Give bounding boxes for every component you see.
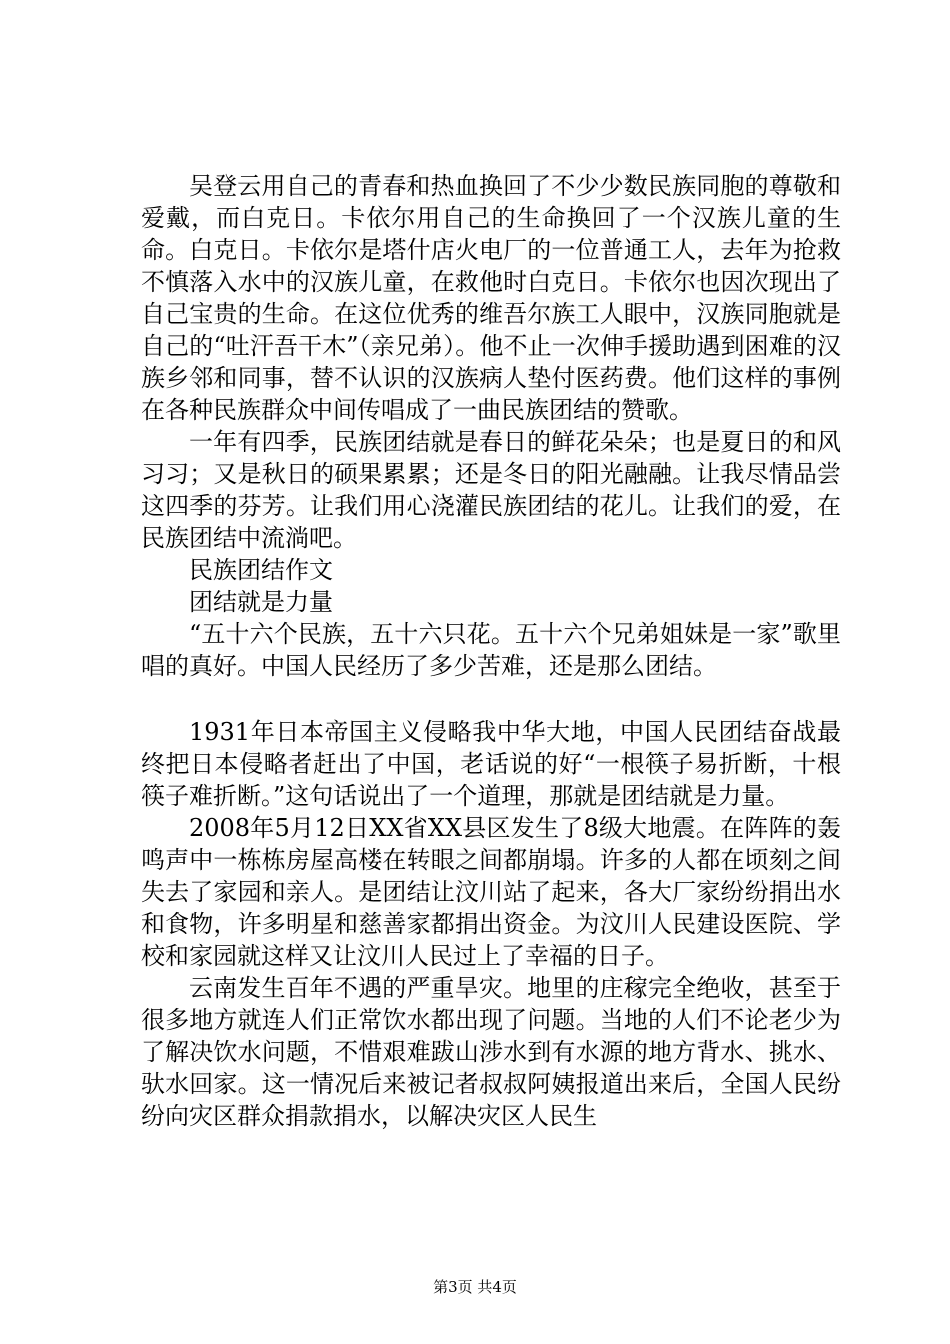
essay-title: 民族团结作文 — [189, 556, 333, 584]
document-body — [141, 170, 841, 1132]
paragraph-spacer — [141, 682, 841, 716]
essay-subtitle: 团结就是力量 — [189, 588, 333, 616]
paragraph-fifty-six-nations: “五十六个民族，五十六只花。五十六个兄弟姐妹是一家”歌里唱的真好。中国人民经历了多少苦难，还是那么团结。 — [141, 620, 841, 680]
paragraph-2008-earthquake: 2008年5月12日XX省XX县区发生了8级大地震。在阵阵的轰鸣声中一栋栋房屋高楼在转眼之间都崩塌。许多的人都在顷刻之间失去了家园和亲人。是团结让汶川站了起来，各大厂家纷纷捐出水和食物，许多明星和慈善家都捐出资金。为汶川人民建设医院、学校和家园就这样又让汶川人民过上了幸福的日子。 — [141, 814, 841, 970]
paragraph-yunnan-drought: 云南发生百年不遇的严重旱灾。地里的庄稼完全绝收，甚至于很多地方就连人们正常饮水都出现了问题。当地的人们不论老少为了解决饮水问题，不惜艰难跋山涉水到有水源的地方背水、挑水、驮水回家。这一情况后来被记者叔叔阿姨报道出来后，全国人民纷纷向灾区群众捐款捐水，以解决灾区人民生 — [141, 974, 841, 1130]
page-number-footer: 第3页 共4页 — [433, 1278, 517, 1296]
paragraph-wu-dengyun: 吴登云用自己的青春和热血换回了不少少数民族同胞的尊敬和爱戴，而白克日。卡依尔用自己的生命换回了一个汉族儿童的生命。白克日。卡依尔是塔什店火电厂的一位普通工人，去年为抢救不慎落入水中的汉族儿童，在救他时白克日。卡依尔也因次现出了自己宝贵的生命。在这位优秀的维吾尔族工人眼中，汉族同胞就是自己的“吐汗吾干木”（亲兄弟）。他不止一次伸手援助遇到困难的汉族乡邻和同事，替不认识的汉族病人垫付医药费。他们这样的事例在各种民族群众中间传唱成了一曲民族团结的赞歌。 — [141, 172, 841, 424]
paragraph-four-seasons: 一年有四季，民族团结就是春日的鲜花朵朵；也是夏日的和风习习；又是秋日的硕果累累；还是冬日的阳光融融。让我尽情品尝这四季的芬芳。让我们用心浇灌民族团结的花儿。让我们的爱，在民族团结中流淌吧。 — [141, 428, 841, 552]
paragraph-1931: 1931年日本帝国主义侵略我中华大地，中国人民团结奋战最终把日本侵略者赶出了中国，老话说的好“一根筷子易折断，十根筷子难折断。”这句话说出了一个道理，那就是团结就是力量。 — [141, 718, 841, 810]
